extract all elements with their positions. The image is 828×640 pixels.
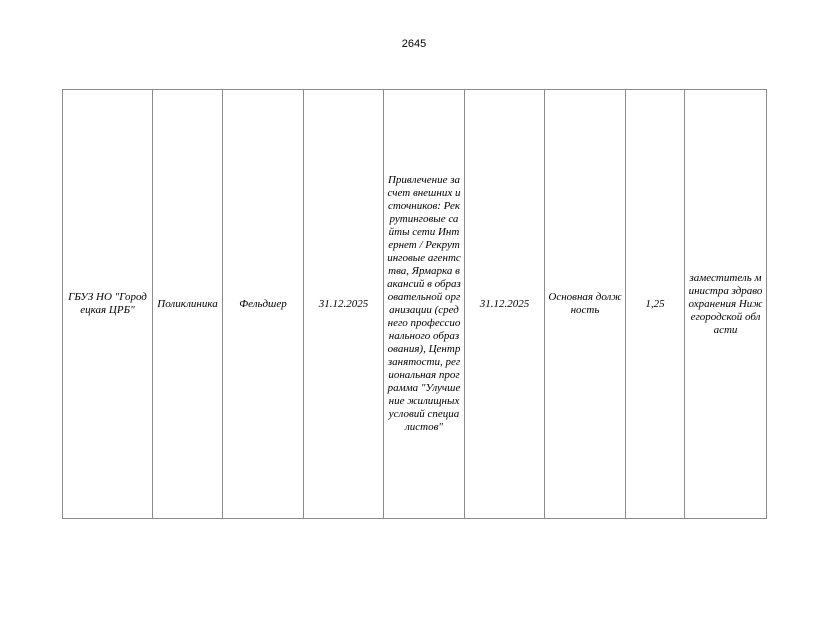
table-row xyxy=(63,90,767,519)
measures-text: Привлечение за счет внешних источников: Рекрутинговые сайты сети Интернет / Рекрутинговые агентства, Ярмарка вакансий в образовательной организации (среднего профессионального образования), Центр занятости, региональная программа "Улучшение жилищных условий специалистов" xyxy=(387,174,461,433)
position-type-text: Основная должность xyxy=(548,291,622,316)
cell-date-2 xyxy=(465,90,545,519)
position-text: Фельдшер xyxy=(239,297,287,310)
staffing-table xyxy=(62,89,767,519)
date-2-text: 31.12.2025 xyxy=(479,297,530,310)
cell-organization xyxy=(63,90,153,519)
page-number: 2645 xyxy=(401,38,427,50)
cell-responsible xyxy=(685,90,767,519)
cell-date-1 xyxy=(304,90,384,519)
responsible-text: заместитель министра здравоохранения Нижегородской области xyxy=(688,271,763,336)
cell-rate xyxy=(626,90,685,519)
cell-department xyxy=(153,90,223,519)
date-1-text: 31.12.2025 xyxy=(318,297,369,310)
cell-position-type xyxy=(545,90,626,519)
cell-measures xyxy=(384,90,465,519)
department-text: Поликлиника xyxy=(157,297,218,310)
rate-text: 1,25 xyxy=(645,297,665,310)
organization-text: ГБУЗ НО "Городецкая ЦРБ" xyxy=(68,291,147,316)
cell-position xyxy=(223,90,304,519)
